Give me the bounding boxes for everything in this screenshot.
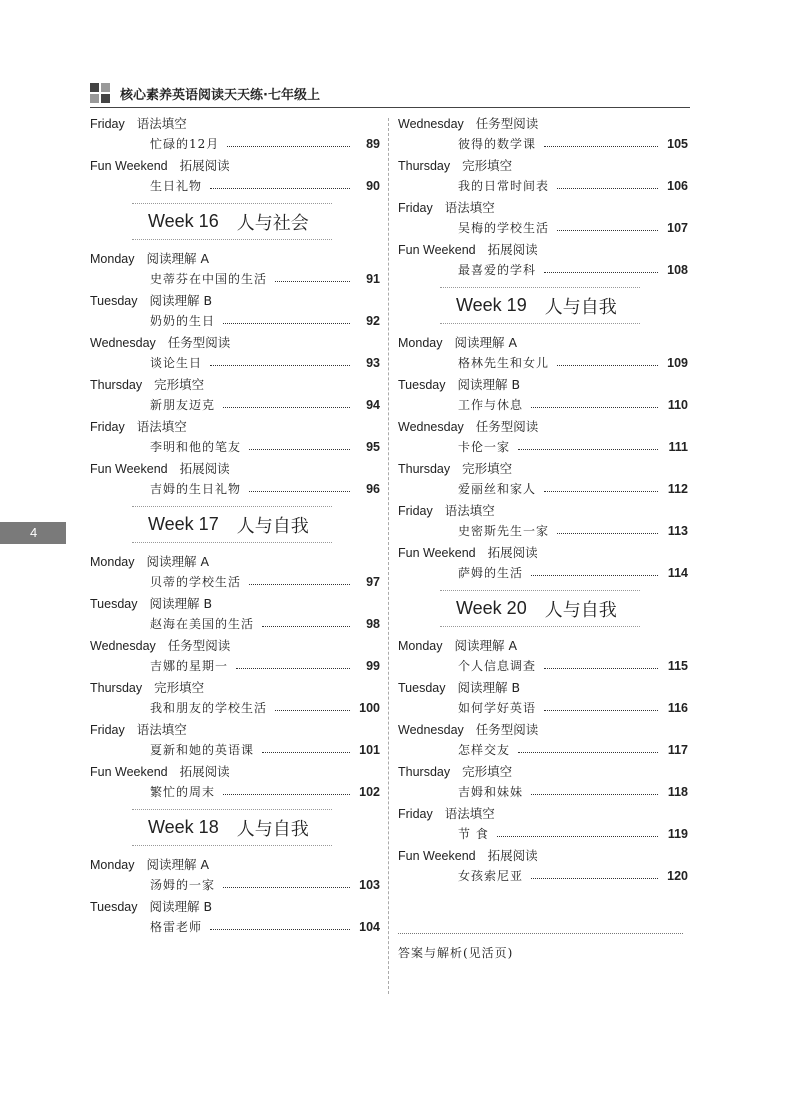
toc-day-row <box>90 854 380 875</box>
toc-day-row <box>90 635 380 656</box>
week-label: Week 18 <box>148 817 219 837</box>
day-label: Wednesday <box>398 117 464 131</box>
day-label: Tuesday <box>398 378 446 392</box>
dot-leader <box>544 146 658 147</box>
dot-leader <box>223 794 350 795</box>
page-number: 90 <box>366 179 380 193</box>
toc-entry[interactable] <box>398 176 688 197</box>
day-label: Monday <box>398 336 443 350</box>
page-number: 108 <box>667 263 688 277</box>
category-label: 拓展阅读 <box>487 848 538 863</box>
toc-entry[interactable] <box>90 311 380 332</box>
toc-entry[interactable] <box>398 134 688 155</box>
entry-title: 忙碌的12月 <box>150 137 220 151</box>
week-gap <box>398 324 688 332</box>
week-heading <box>132 809 332 846</box>
entry-title: 彼得的数学课 <box>458 137 537 151</box>
entry-title: 李明和他的笔友 <box>150 440 242 454</box>
category-label: 任务型阅读 <box>167 638 231 653</box>
page-number: 92 <box>366 314 380 328</box>
day-label: Wednesday <box>90 336 156 350</box>
day-label: Fun Weekend <box>398 849 476 863</box>
dot-leader <box>497 836 658 837</box>
category-label: 阅读理解 B <box>149 596 213 611</box>
page-number: 110 <box>667 398 688 412</box>
dot-leader <box>544 710 658 711</box>
day-label: Wednesday <box>398 420 464 434</box>
toc-day-row <box>398 374 688 395</box>
dot-leader <box>262 752 350 753</box>
day-label: Thursday <box>398 159 451 173</box>
entry-title: 新朋友迈克 <box>150 398 216 412</box>
category-label: 拓展阅读 <box>179 158 230 173</box>
toc-entry[interactable] <box>398 260 688 281</box>
toc-entry[interactable] <box>90 698 380 719</box>
entry-title: 夏新和她的英语课 <box>150 743 255 757</box>
day-label: Thursday <box>398 462 451 476</box>
toc-entry[interactable] <box>398 824 688 845</box>
page-number: 119 <box>667 827 688 841</box>
dot-leader <box>223 407 350 408</box>
dot-leader <box>557 533 658 534</box>
day-label: Tuesday <box>90 597 138 611</box>
day-label: Monday <box>90 252 135 266</box>
toc-entry[interactable] <box>398 218 688 239</box>
week-theme: 人与社会 <box>236 212 309 234</box>
page-number: 95 <box>366 440 380 454</box>
entry-title: 格林先生和女儿 <box>458 356 550 370</box>
dot-leader <box>249 584 350 585</box>
page-number-tab: 4 <box>0 522 66 544</box>
entry-title: 格雷老师 <box>150 920 203 934</box>
toc-day-row <box>398 635 688 656</box>
day-label: Wednesday <box>398 723 464 737</box>
toc-entry[interactable] <box>398 353 688 374</box>
toc-day-row <box>398 542 688 563</box>
category-label: 拓展阅读 <box>179 461 230 476</box>
toc-day-row <box>90 332 380 353</box>
week-heading <box>440 590 640 627</box>
entry-title: 如何学好英语 <box>458 701 537 715</box>
entry-title: 吉姆的生日礼物 <box>150 482 242 496</box>
page-number: 114 <box>667 566 688 580</box>
page-number: 94 <box>366 398 380 412</box>
entry-title: 繁忙的周末 <box>150 785 216 799</box>
week-theme: 人与自我 <box>236 515 309 537</box>
category-label: 阅读理解 A <box>454 335 518 350</box>
entry-title: 吴梅的学校生活 <box>458 221 550 235</box>
page-number: 104 <box>359 920 380 934</box>
page-number: 105 <box>667 137 688 151</box>
toc-entry[interactable] <box>398 479 688 500</box>
dot-leader <box>518 449 658 450</box>
page-number: 111 <box>668 440 688 454</box>
toc-day-row <box>90 551 380 572</box>
dot-leader <box>557 230 658 231</box>
entry-title: 赵海在美国的生活 <box>150 617 255 631</box>
page-number: 89 <box>366 137 380 151</box>
week-gap <box>90 240 380 248</box>
page-number: 99 <box>366 659 380 673</box>
book-logo-icon <box>90 83 112 103</box>
toc-entry[interactable] <box>90 134 380 155</box>
day-label: Tuesday <box>90 900 138 914</box>
category-label: 任务型阅读 <box>475 722 539 737</box>
dot-leader <box>223 323 350 324</box>
entry-title: 工作与休息 <box>458 398 524 412</box>
day-label: Friday <box>398 504 433 518</box>
dot-leader <box>531 878 658 879</box>
toc-entry[interactable] <box>90 395 380 416</box>
category-label: 拓展阅读 <box>487 545 538 560</box>
day-label: Monday <box>90 555 135 569</box>
day-label: Friday <box>90 420 125 434</box>
dot-leader <box>275 281 350 282</box>
week-heading <box>132 506 332 543</box>
toc-day-row <box>90 761 380 782</box>
day-label: Friday <box>90 723 125 737</box>
entry-title: 爱丽丝和家人 <box>458 482 537 496</box>
dot-leader <box>275 710 350 711</box>
toc-entry[interactable] <box>90 269 380 290</box>
day-label: Thursday <box>398 765 451 779</box>
day-label: Thursday <box>90 378 143 392</box>
day-label: Tuesday <box>398 681 446 695</box>
category-label: 阅读理解 A <box>146 857 210 872</box>
day-label: Tuesday <box>90 294 138 308</box>
column-divider <box>388 118 389 994</box>
week-theme: 人与自我 <box>544 296 617 318</box>
entry-title: 卡伦一家 <box>458 440 511 454</box>
entry-title: 怎样交友 <box>458 743 511 757</box>
page-number: 98 <box>366 617 380 631</box>
page-number: 120 <box>667 869 688 883</box>
category-label: 阅读理解 A <box>454 638 518 653</box>
toc-day-row <box>398 197 688 218</box>
week-label: Week 16 <box>148 211 219 231</box>
answer-rule <box>398 933 683 934</box>
toc-entry[interactable] <box>90 875 380 896</box>
page-number: 101 <box>359 743 380 757</box>
dot-leader <box>210 188 350 189</box>
toc-entry[interactable] <box>90 614 380 635</box>
toc-entry[interactable] <box>398 563 688 584</box>
dot-leader <box>531 794 658 795</box>
week-heading <box>132 203 332 240</box>
toc-day-row <box>398 239 688 260</box>
page-number: 118 <box>667 785 688 799</box>
dot-leader <box>531 575 658 576</box>
toc-day-row <box>398 458 688 479</box>
page-number: 115 <box>667 659 688 673</box>
page-number: 103 <box>359 878 380 892</box>
category-label: 任务型阅读 <box>475 116 539 131</box>
entry-title: 女孩索尼亚 <box>458 869 524 883</box>
page-number: 117 <box>667 743 688 757</box>
toc-entry[interactable] <box>90 572 380 593</box>
category-label: 阅读理解 B <box>149 899 213 914</box>
day-label: Fun Weekend <box>90 462 168 476</box>
toc-day-row <box>398 803 688 824</box>
page-number: 93 <box>366 356 380 370</box>
day-label: Friday <box>398 201 433 215</box>
week-theme: 人与自我 <box>236 818 309 840</box>
toc-entry[interactable] <box>398 437 688 458</box>
toc-entry[interactable] <box>398 395 688 416</box>
page-number: 97 <box>366 575 380 589</box>
toc-day-row <box>398 416 688 437</box>
toc-entry[interactable] <box>90 437 380 458</box>
day-label: Thursday <box>90 681 143 695</box>
day-label: Fun Weekend <box>398 546 476 560</box>
toc-left-column <box>90 113 380 938</box>
toc-entry[interactable] <box>398 740 688 761</box>
entry-title: 我的日常时间表 <box>458 179 550 193</box>
dot-leader <box>531 407 658 408</box>
page-number: 116 <box>667 701 688 715</box>
book-title: 核心素养英语阅读天天练·七年级上 <box>120 87 320 103</box>
week-heading <box>440 287 640 324</box>
entry-title: 汤姆的一家 <box>150 878 216 892</box>
week-gap <box>90 846 380 854</box>
category-label: 语法填空 <box>444 503 495 518</box>
entry-title: 吉姆和妹妹 <box>458 785 524 799</box>
week-label: Week 17 <box>148 514 219 534</box>
category-label: 完形填空 <box>462 764 513 779</box>
header-rule <box>90 107 690 108</box>
entry-title: 生日礼物 <box>150 179 203 193</box>
dot-leader <box>223 887 350 888</box>
toc-day-row <box>398 500 688 521</box>
page-number: 107 <box>667 221 688 235</box>
dot-leader <box>518 752 658 753</box>
toc-day-row <box>398 719 688 740</box>
day-label: Fun Weekend <box>90 159 168 173</box>
day-label: Monday <box>398 639 443 653</box>
toc-entry[interactable] <box>90 176 380 197</box>
toc-entry[interactable] <box>90 917 380 938</box>
category-label: 完形填空 <box>154 680 205 695</box>
entry-title: 奶奶的生日 <box>150 314 216 328</box>
entry-title: 谈论生日 <box>150 356 203 370</box>
week-label: Week 20 <box>456 598 527 618</box>
toc-day-row <box>398 332 688 353</box>
toc-entry[interactable] <box>398 521 688 542</box>
page-number: 102 <box>359 785 380 799</box>
category-label: 任务型阅读 <box>475 419 539 434</box>
dot-leader <box>210 929 350 930</box>
category-label: 语法填空 <box>444 806 495 821</box>
toc-day-row <box>398 155 688 176</box>
toc-day-row <box>398 761 688 782</box>
toc-day-row <box>90 719 380 740</box>
toc-entry[interactable] <box>398 866 688 887</box>
header <box>90 82 320 104</box>
entry-title: 个人信息调查 <box>458 659 537 673</box>
entry-title: 史蒂芬在中国的生活 <box>150 272 268 286</box>
category-label: 阅读理解 B <box>457 377 521 392</box>
dot-leader <box>236 668 350 669</box>
dot-leader <box>544 668 658 669</box>
answer-note: 答案与解析(见活页) <box>398 946 514 960</box>
toc-entry[interactable] <box>90 782 380 803</box>
category-label: 完形填空 <box>154 377 205 392</box>
toc-day-row <box>90 458 380 479</box>
toc-day-row <box>90 248 380 269</box>
day-label: Monday <box>90 858 135 872</box>
page-number: 96 <box>366 482 380 496</box>
category-label: 阅读理解 B <box>457 680 521 695</box>
category-label: 阅读理解 A <box>146 251 210 266</box>
category-label: 完形填空 <box>462 461 513 476</box>
toc-day-row <box>90 416 380 437</box>
page-number: 91 <box>366 272 380 286</box>
toc-day-row <box>398 845 688 866</box>
toc-entry[interactable] <box>90 353 380 374</box>
dot-leader <box>262 626 350 627</box>
day-label: Friday <box>90 117 125 131</box>
week-theme: 人与自我 <box>544 599 617 621</box>
page-number: 109 <box>667 356 688 370</box>
dot-leader <box>249 491 350 492</box>
category-label: 阅读理解 B <box>149 293 213 308</box>
category-label: 完形填空 <box>462 158 513 173</box>
toc-day-row <box>90 374 380 395</box>
page-number: 100 <box>359 701 380 715</box>
entry-title: 吉娜的星期一 <box>150 659 229 673</box>
toc-right-column <box>398 113 688 887</box>
dot-leader <box>544 272 658 273</box>
entry-title: 我和朋友的学校生活 <box>150 701 268 715</box>
day-label: Fun Weekend <box>398 243 476 257</box>
toc-day-row <box>90 113 380 134</box>
category-label: 拓展阅读 <box>487 242 538 257</box>
toc-entry[interactable] <box>398 782 688 803</box>
category-label: 语法填空 <box>136 116 187 131</box>
entry-title: 史密斯先生一家 <box>458 524 550 538</box>
dot-leader <box>557 188 658 189</box>
category-label: 任务型阅读 <box>167 335 231 350</box>
dot-leader <box>249 449 350 450</box>
toc-day-row <box>90 896 380 917</box>
category-label: 阅读理解 A <box>146 554 210 569</box>
dot-leader <box>210 365 350 366</box>
entry-title: 萨姆的生活 <box>458 566 524 580</box>
page-number: 112 <box>667 482 688 496</box>
toc-day-row <box>90 155 380 176</box>
dot-leader <box>227 146 350 147</box>
week-gap <box>90 543 380 551</box>
week-label: Week 19 <box>456 295 527 315</box>
category-label: 语法填空 <box>136 722 187 737</box>
dot-leader <box>544 491 658 492</box>
toc-day-row <box>90 677 380 698</box>
toc-day-row <box>398 113 688 134</box>
page-number: 113 <box>667 524 688 538</box>
entry-title: 贝蒂的学校生活 <box>150 575 242 589</box>
toc-entry[interactable] <box>398 698 688 719</box>
day-label: Wednesday <box>90 639 156 653</box>
week-gap <box>398 627 688 635</box>
day-label: Fun Weekend <box>90 765 168 779</box>
category-label: 拓展阅读 <box>179 764 230 779</box>
entry-title: 节 食 <box>458 827 489 841</box>
toc-entry[interactable] <box>90 740 380 761</box>
toc-entry[interactable] <box>90 479 380 500</box>
toc-day-row <box>90 290 380 311</box>
category-label: 语法填空 <box>444 200 495 215</box>
category-label: 语法填空 <box>136 419 187 434</box>
toc-day-row <box>90 593 380 614</box>
dot-leader <box>557 365 658 366</box>
entry-title: 最喜爱的学科 <box>458 263 537 277</box>
toc-day-row <box>398 677 688 698</box>
day-label: Friday <box>398 807 433 821</box>
toc-entry[interactable] <box>398 656 688 677</box>
toc-entry[interactable] <box>90 656 380 677</box>
page-number: 106 <box>667 179 688 193</box>
